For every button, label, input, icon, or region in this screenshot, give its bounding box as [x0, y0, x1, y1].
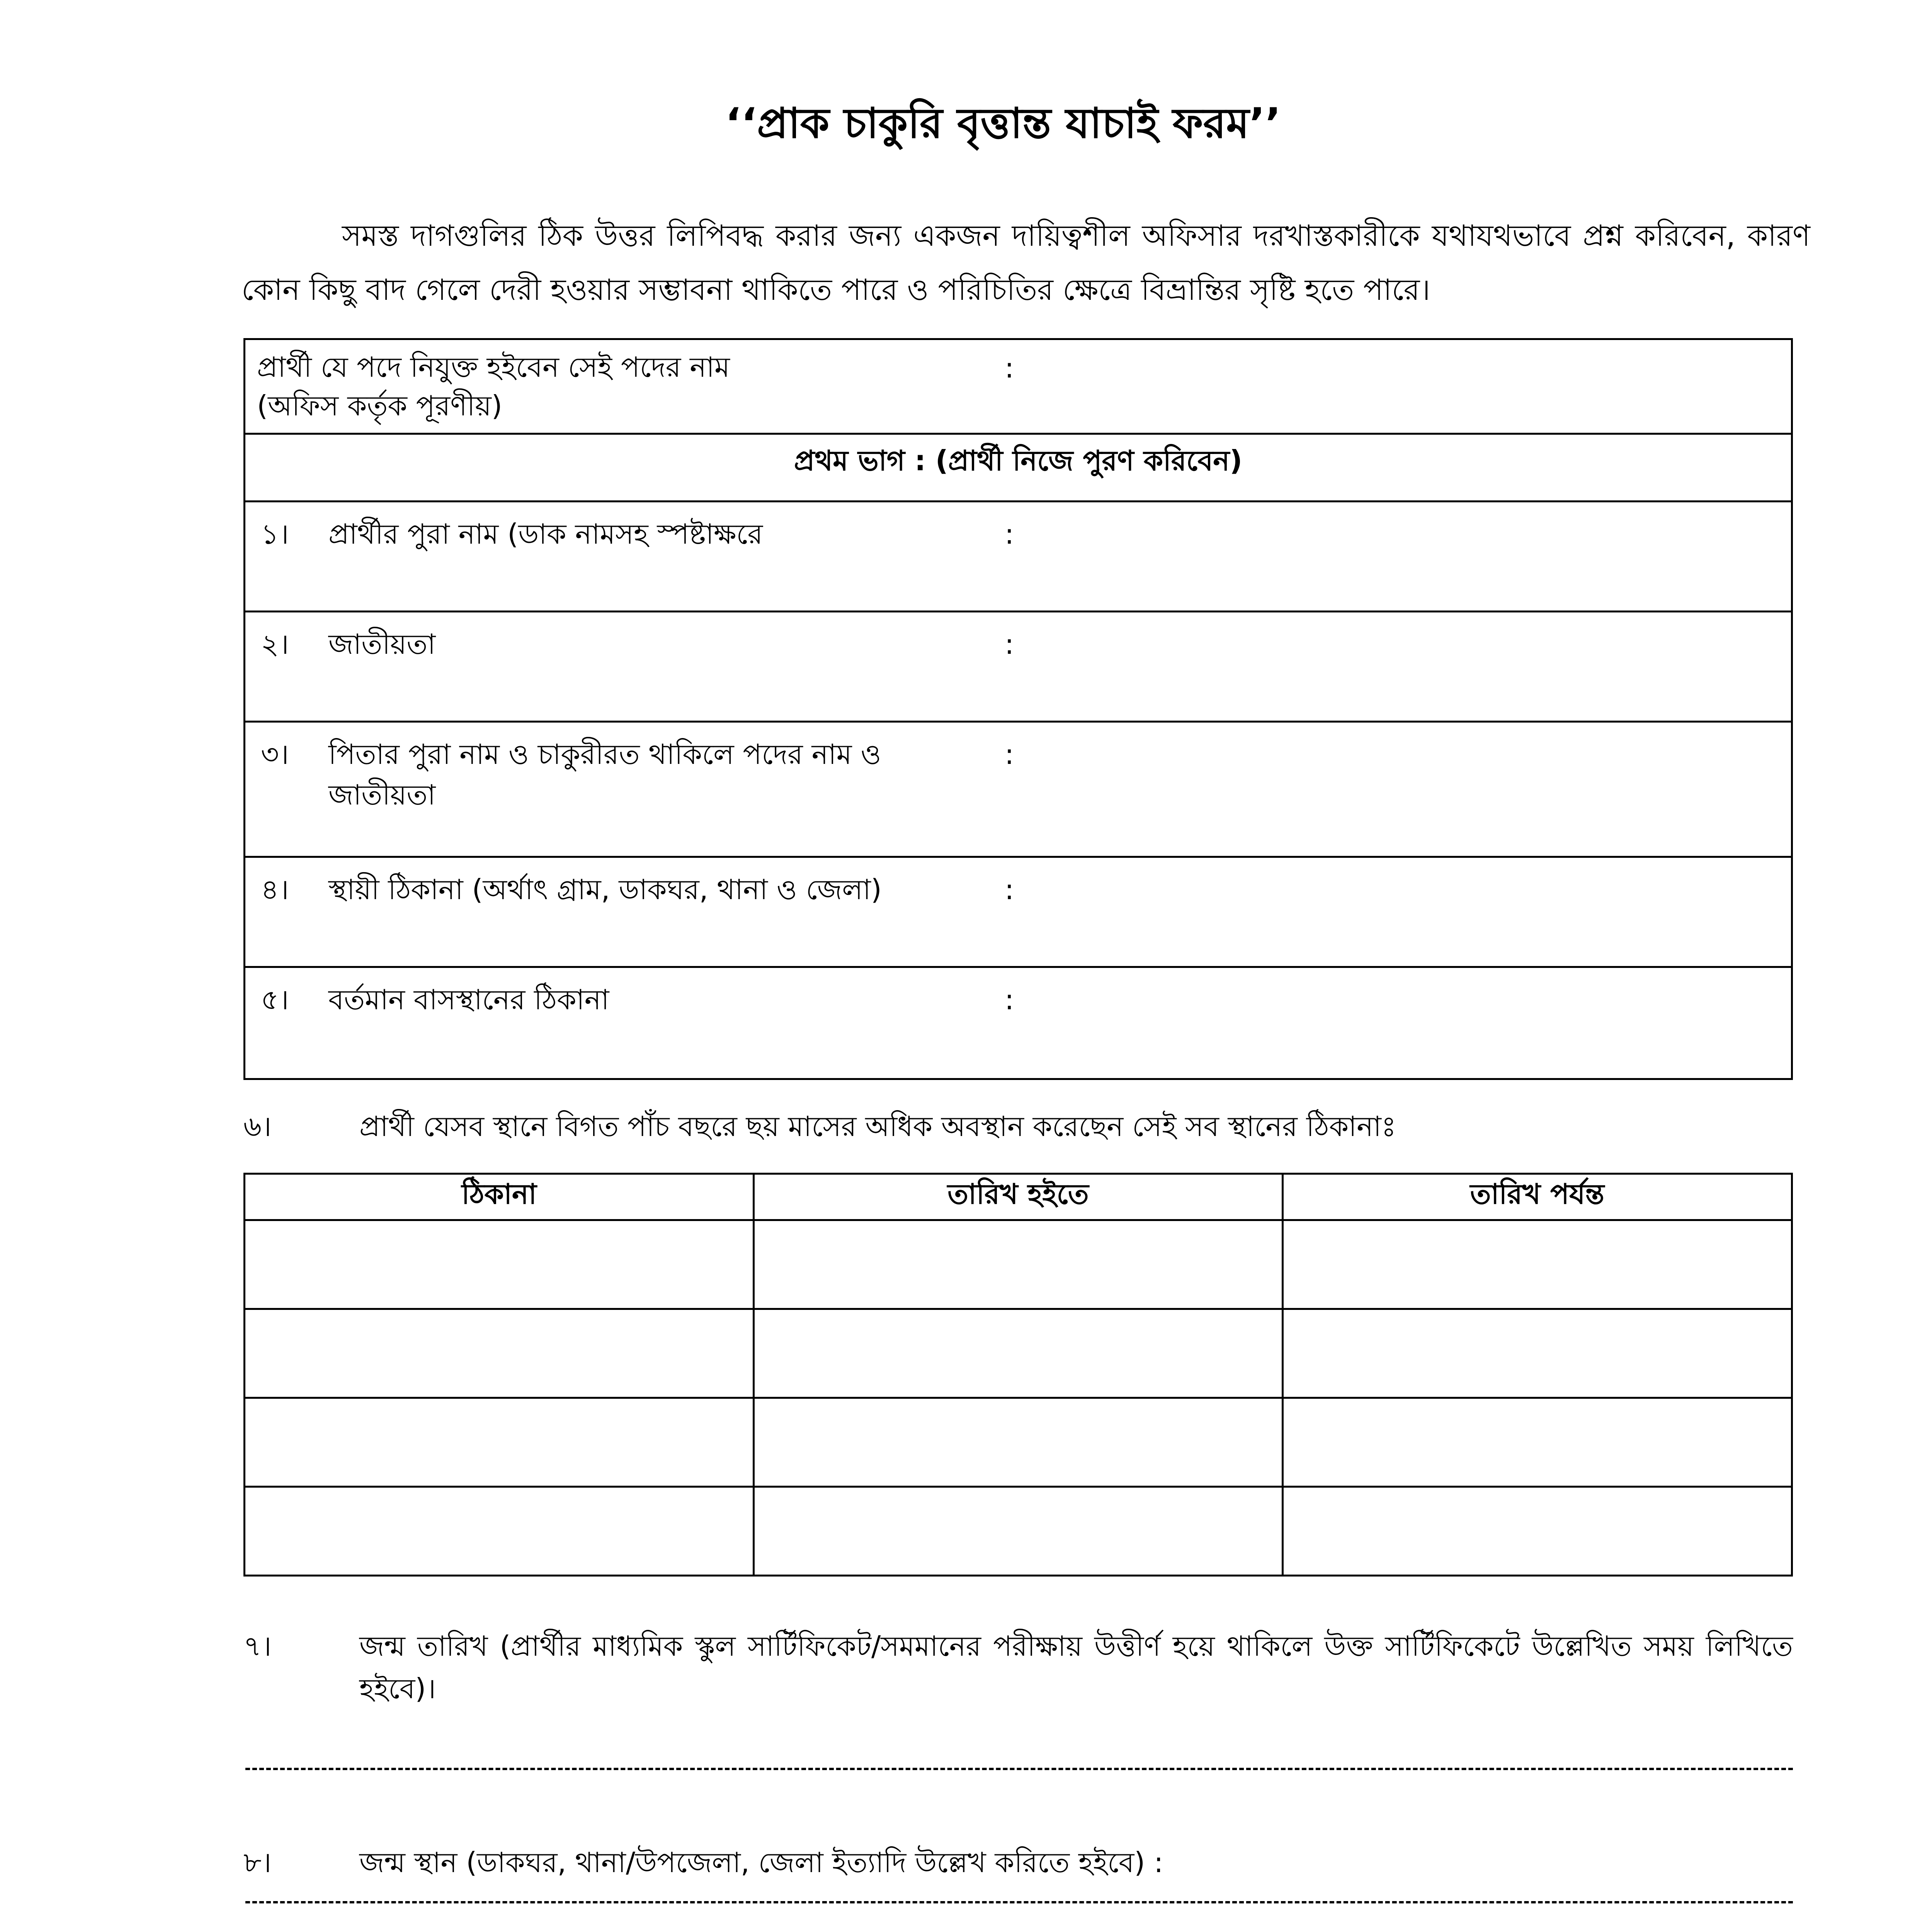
colon: : — [1005, 628, 1014, 660]
office-fill-note: (অফিস কর্তৃক পূরণীয়) — [257, 389, 502, 422]
colon: : — [1005, 983, 1014, 1016]
post-name-label: প্রার্থী যে পদে নিযুক্ত হইবেন সেই পদের নাম — [257, 351, 730, 383]
table-cell[interactable] — [754, 1398, 1282, 1487]
section-heading: প্রথম ভাগ : (প্রার্থী নিজে পুরণ করিবেন) — [794, 444, 1243, 477]
table-cell[interactable] — [754, 1487, 1282, 1576]
table-cell[interactable] — [245, 1398, 754, 1487]
question-8 — [243, 1841, 1793, 1888]
applicant-info-table — [243, 338, 1793, 1080]
residence-table — [243, 1173, 1793, 1577]
table-cell[interactable] — [1282, 1398, 1792, 1487]
table-cell[interactable] — [754, 1309, 1282, 1398]
row-number: ১। — [261, 518, 289, 550]
row-label: প্রার্থীর পুরা নাম (ডাক নামসহ স্পষ্টাক্ষরে — [328, 518, 763, 550]
intro-paragraph — [242, 209, 1810, 317]
question-number: ৬। — [243, 1110, 272, 1143]
table-cell[interactable] — [245, 1220, 754, 1309]
question-number: ৮। — [243, 1846, 272, 1879]
col-header-date-from: তারিখ হইতে — [754, 1174, 1282, 1220]
table-cell[interactable] — [1282, 1487, 1792, 1576]
question-6 — [243, 1105, 1793, 1151]
col-header-date-to: তারিখ পর্যন্ত — [1282, 1174, 1792, 1220]
row-number: ৩। — [261, 738, 289, 770]
col-header-address: ঠিকানা — [245, 1174, 754, 1220]
question-7 — [243, 1625, 1793, 1718]
row-number: ২। — [261, 628, 289, 660]
table-row — [245, 1487, 1792, 1576]
row-label: স্থায়ী ঠিকানা (অর্থাৎ গ্রাম, ডাকঘর, থানা ও জেলা) — [328, 873, 882, 906]
row-label: বর্তমান বাসস্থানের ঠিকানা — [328, 983, 609, 1016]
colon: : — [1005, 873, 1014, 906]
row-label: পিতার পুরা নাম ও চাকুরীরত থাকিলে পদের নাম ও জাতীয়তা — [328, 738, 881, 811]
intro-text: সমস্ত দাগগুলির ঠিক উত্তর লিপিবদ্ধ করার জন্য একজন দায়িত্বশীল অফিসার দরখাস্তকারীকে যথাযথভাবে প্রশ্ন করিবেন, কারণ কোন কিছু বাদ গেলে দেরী হওয়ার সম্ভাবনা থাকিতে পারে ও পরিচিতির ক্ষেত্রে বিভ্রান্তির সৃষ্টি হতে পারে। — [242, 218, 1810, 307]
post-name-row — [245, 340, 1791, 435]
row-number: ৫। — [261, 983, 289, 1016]
question-text: জন্ম তারিখ (প্রার্থীর মাধ্যমিক স্কুল সার্টিফিকেট/সমমানের পরীক্ষায় উত্তীর্ণ হয়ে থাকিলে উক্ত সার্টিফিকেটে উল্লেখিত সময় লিখিতে হইবে)। — [359, 1630, 1793, 1705]
table-cell[interactable] — [1282, 1309, 1792, 1398]
table-row — [245, 1309, 1792, 1398]
question-text: প্রার্থী যেসব স্থানে বিগত পাঁচ বছরে ছয় মাসের অধিক অবস্থান করেছেন সেই সব স্থানের ঠিকানাঃ — [359, 1110, 1396, 1143]
section-heading-row — [245, 435, 1791, 502]
info-row-permanent-address — [245, 858, 1791, 968]
row-label: জাতীয়তা — [328, 628, 436, 660]
table-row — [245, 1220, 1792, 1309]
table-cell[interactable] — [245, 1487, 754, 1576]
info-row-present-address — [245, 968, 1791, 1078]
question-number: ৭। — [243, 1630, 272, 1662]
table-row — [245, 1398, 1792, 1487]
table-cell[interactable] — [754, 1220, 1282, 1309]
colon: : — [1005, 738, 1014, 770]
table-cell[interactable] — [245, 1309, 754, 1398]
answer-line[interactable] — [245, 1901, 1793, 1903]
colon: : — [1005, 518, 1014, 550]
info-row-father — [245, 723, 1791, 858]
row-number: ৪। — [261, 873, 289, 906]
info-row-name — [245, 502, 1791, 612]
colon: : — [1005, 352, 1014, 384]
question-text: জন্ম স্থান (ডাকঘর, থানা/উপজেলা, জেলা ইত্যাদি উল্লেখ করিতে হইবে) : — [359, 1846, 1163, 1879]
table-header-row — [245, 1174, 1792, 1220]
answer-line[interactable] — [245, 1768, 1793, 1770]
table-cell[interactable] — [1282, 1220, 1792, 1309]
info-row-nationality — [245, 612, 1791, 723]
form-title: ‘‘প্রাক চাকুরি বৃত্তান্ত যাচাই ফরম’’ — [725, 99, 1281, 148]
